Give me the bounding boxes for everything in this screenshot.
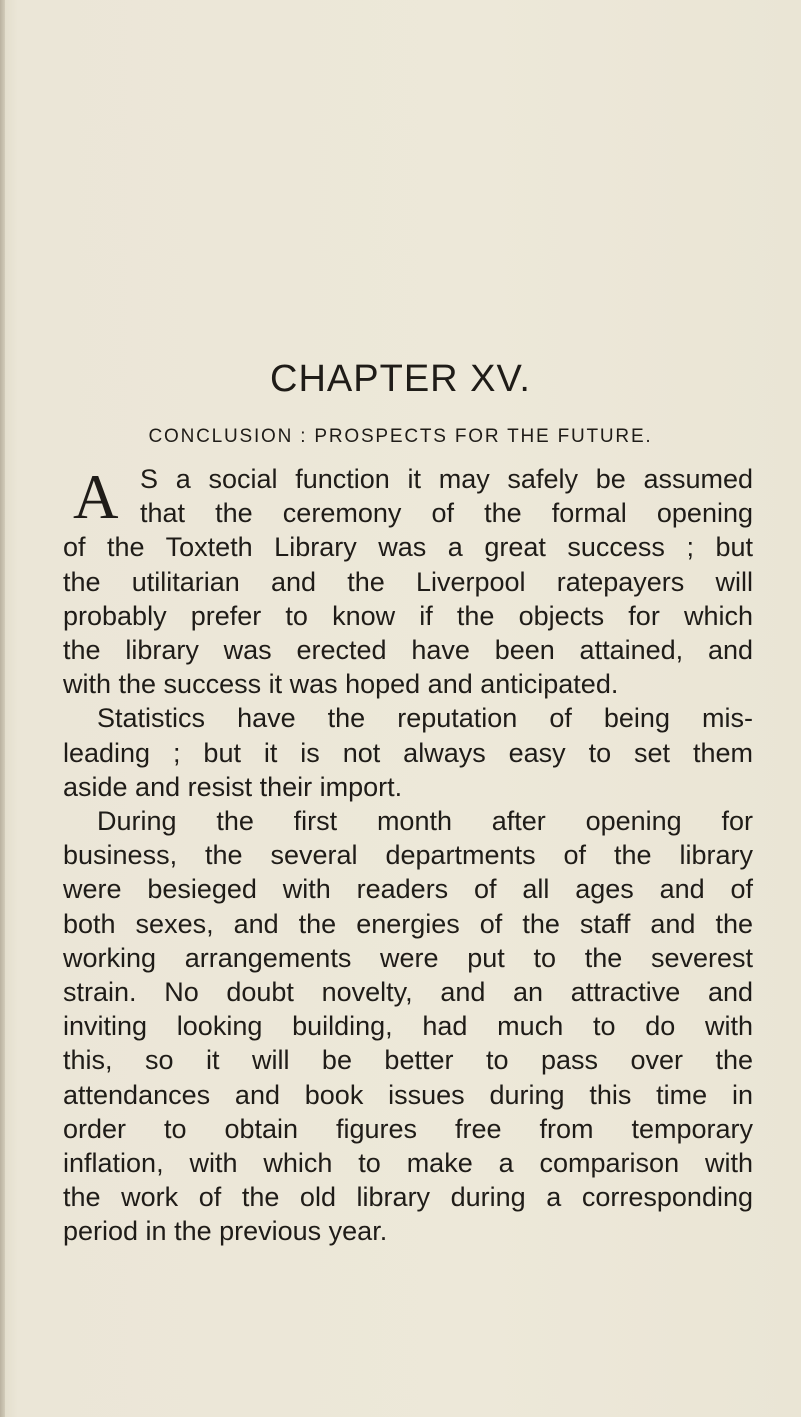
text-line: business, the several departments of the library [63,840,753,871]
chapter-subtitle: CONCLUSION : PROSPECTS FOR THE FUTURE. [148,426,653,447]
text-line: leading ; but it is not always easy to set them [63,737,753,768]
drop-cap: A [73,462,119,532]
text-line: were besieged with readers of all ages and of [63,874,753,905]
text-line: this, so it will be better to pass over the [63,1045,753,1076]
text-line: both sexes, and the energies of the staff and the [63,908,753,939]
paragraph-1 [63,462,753,701]
text-line: strain. No doubt novelty, and an attractive and [63,977,753,1008]
text-line: the utilitarian and the Liverpool ratepayers will [63,566,753,597]
text-line: attendances and book issues during this time in [63,1079,753,1110]
chapter-title: CHAPTER XV. [270,358,531,400]
text-line: the library was erected have been attained, and [63,635,753,666]
text-line: order to obtain figures free from temporary [63,1113,753,1144]
text-line: with the success it was hoped and anticipated. [63,669,619,700]
text-line: working arrangements were put to the severest [63,942,753,973]
paragraph-3 [63,804,753,1249]
text-line: period in the previous year. [63,1216,388,1247]
text-line: that the ceremony of the formal opening [140,498,753,529]
chapter-body [63,462,753,1249]
text-line: Statistics have the reputation of being mis- [97,703,753,734]
page-gutter [0,0,5,1417]
text-line: aside and resist their import. [63,771,403,802]
text-line: inviting looking building, had much to do with [63,1011,753,1042]
text-line: the work of the old library during a corresponding [63,1182,753,1213]
text-line: probably prefer to know if the objects for which [63,600,753,631]
text-line: of the Toxteth Library was a great success ; but [63,532,753,563]
text-line: S a social function it may safely be assumed [140,464,753,494]
text-line: During the first month after opening for [97,806,753,837]
paragraph-2 [63,701,753,804]
text-line: inflation, with which to make a comparison with [63,1148,753,1179]
